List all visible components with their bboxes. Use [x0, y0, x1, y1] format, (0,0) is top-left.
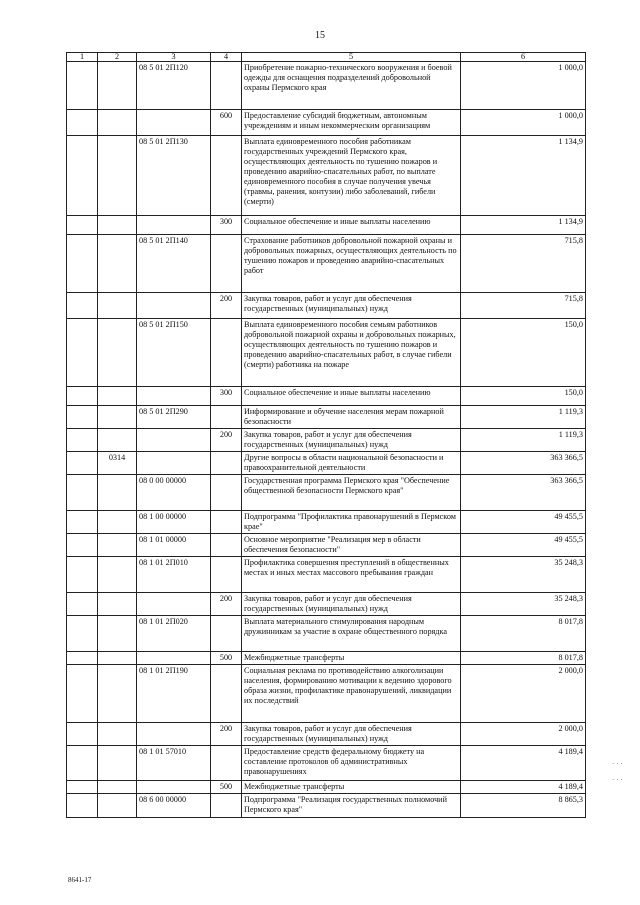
section-code: 0314	[98, 452, 137, 475]
item-name: Социальное обеспечение и иные выплаты населению	[242, 216, 461, 235]
expense-type-code: 300	[211, 387, 242, 406]
section-code	[98, 216, 137, 235]
table-row	[67, 110, 586, 136]
section-code	[98, 557, 137, 593]
table-row	[67, 475, 586, 511]
item-name: Межбюджетные трансферты	[242, 652, 461, 665]
section-code	[98, 511, 137, 534]
target-article-code	[137, 781, 211, 794]
target-article-code: 08 1 01 2П190	[137, 665, 211, 723]
table-row	[67, 387, 586, 406]
row-col1	[67, 319, 98, 387]
row-col1	[67, 293, 98, 319]
column-header-1: 1	[67, 53, 98, 62]
target-article-code: 08 6 00 00000	[137, 794, 211, 818]
item-name: Основное мероприятие "Реализация мер в области обеспечения безопасности"	[242, 534, 461, 557]
item-sum: 2 000,0	[461, 723, 586, 746]
target-article-code	[137, 216, 211, 235]
budget-table	[66, 52, 586, 818]
item-sum: 150,0	[461, 319, 586, 387]
page-number: 15	[315, 30, 325, 41]
row-col1	[67, 746, 98, 781]
expense-type-code	[211, 475, 242, 511]
section-code	[98, 319, 137, 387]
table-row	[67, 293, 586, 319]
section-code	[98, 475, 137, 511]
section-code	[98, 406, 137, 429]
item-sum: 715,8	[461, 235, 586, 293]
row-col1	[67, 475, 98, 511]
expense-type-code: 200	[211, 723, 242, 746]
table-row	[67, 235, 586, 293]
column-header-3: 3	[137, 53, 211, 62]
row-col1	[67, 593, 98, 616]
table-row	[67, 557, 586, 593]
table-row	[67, 723, 586, 746]
item-name: Информирование и обучение населения мерам пожарной безопасности	[242, 406, 461, 429]
item-sum: 8 017,8	[461, 616, 586, 652]
row-col1	[67, 110, 98, 136]
target-article-code: 08 5 01 2П120	[137, 62, 211, 110]
row-col1	[67, 665, 98, 723]
row-col1	[67, 429, 98, 452]
item-sum: 1 000,0	[461, 62, 586, 110]
item-sum: 4 189,4	[461, 746, 586, 781]
table-row	[67, 534, 586, 557]
section-code	[98, 593, 137, 616]
item-sum: 150,0	[461, 387, 586, 406]
item-name: Социальное обеспечение и иные выплаты населению	[242, 387, 461, 406]
item-sum: 715,8	[461, 293, 586, 319]
column-header-6: 6	[461, 53, 586, 62]
target-article-code	[137, 593, 211, 616]
expense-type-code	[211, 319, 242, 387]
row-col1	[67, 452, 98, 475]
item-sum: 8 865,3	[461, 794, 586, 818]
target-article-code	[137, 293, 211, 319]
table-row	[67, 746, 586, 781]
expense-type-code	[211, 136, 242, 216]
section-code	[98, 136, 137, 216]
row-col1	[67, 794, 98, 818]
item-name: Выплата единовременного пособия работникам государственных учреждений Пермского края, осуществляющих деятельность по тушению пожаров и проведению аварийно-спасательных работ, по выплате единовременного пособия в случае получения увечья (травмы, ранения, контузии) либо заболеваний, гибели (смерти)	[242, 136, 461, 216]
row-col1	[67, 387, 98, 406]
expense-type-code	[211, 746, 242, 781]
item-sum: 1 119,3	[461, 429, 586, 452]
table-row	[67, 216, 586, 235]
table-row	[67, 452, 586, 475]
target-article-code: 08 5 01 2П150	[137, 319, 211, 387]
expense-type-code: 200	[211, 429, 242, 452]
item-sum: 35 248,3	[461, 593, 586, 616]
row-col1	[67, 557, 98, 593]
item-name: Закупка товаров, работ и услуг для обеспечения государственных (муниципальных) нужд	[242, 723, 461, 746]
target-article-code: 08 1 01 00000	[137, 534, 211, 557]
item-name: Приобретение пожарно-технического вооружения и боевой одежды для оснащения подразделений добровольной охраны Пермского края	[242, 62, 461, 110]
section-code	[98, 781, 137, 794]
expense-type-code	[211, 794, 242, 818]
item-sum: 2 000,0	[461, 665, 586, 723]
table-row	[67, 429, 586, 452]
row-col1	[67, 534, 98, 557]
expense-type-code: 200	[211, 293, 242, 319]
expense-type-code	[211, 616, 242, 652]
expense-type-code	[211, 665, 242, 723]
item-name: Подпрограмма "Реализация государственных полномочий Пермского края"	[242, 794, 461, 818]
table-row	[67, 406, 586, 429]
row-col1	[67, 652, 98, 665]
target-article-code: 08 1 01 2П020	[137, 616, 211, 652]
section-code	[98, 794, 137, 818]
item-name: Выплата единовременного пособия семьям работников добровольной пожарной охраны и добровольных пожарных, осуществляющих деятельность по тушению пожаров и проведению аварийно-спасательных работ, в случае гибели (смерти) работника на пожаре	[242, 319, 461, 387]
table-row	[67, 136, 586, 216]
expense-type-code	[211, 452, 242, 475]
item-sum: 49 455,5	[461, 534, 586, 557]
table-body	[67, 62, 586, 818]
item-sum: 363 366,5	[461, 452, 586, 475]
item-sum: 1 134,9	[461, 136, 586, 216]
target-article-code	[137, 723, 211, 746]
expense-type-code: 500	[211, 781, 242, 794]
row-col1	[67, 216, 98, 235]
row-col1	[67, 62, 98, 110]
expense-type-code	[211, 534, 242, 557]
target-article-code: 08 1 00 00000	[137, 511, 211, 534]
target-article-code: 08 1 01 2П010	[137, 557, 211, 593]
section-code	[98, 534, 137, 557]
scan-edge-mark: · · ·	[612, 760, 623, 768]
target-article-code	[137, 452, 211, 475]
item-name: Страхование работников добровольной пожарной охраны и добровольных пожарных, осуществляющих деятельность по тушению пожаров и проведению аварийно-спасательных работ	[242, 235, 461, 293]
column-header-4: 4	[211, 53, 242, 62]
item-name: Закупка товаров, работ и услуг для обеспечения государственных (муниципальных) нужд	[242, 429, 461, 452]
expense-type-code: 200	[211, 593, 242, 616]
section-code	[98, 293, 137, 319]
section-code	[98, 387, 137, 406]
expense-type-code: 300	[211, 216, 242, 235]
table-row	[67, 794, 586, 818]
row-col1	[67, 511, 98, 534]
table-row	[67, 781, 586, 794]
expense-type-code	[211, 557, 242, 593]
item-name: Выплата материального стимулирования народным дружинникам за участие в охране общественного порядка	[242, 616, 461, 652]
target-article-code: 08 0 00 00000	[137, 475, 211, 511]
table-row	[67, 511, 586, 534]
item-name: Предоставление средств федеральному бюджету на составление протоколов об административных правонарушениях	[242, 746, 461, 781]
table-row	[67, 593, 586, 616]
expense-type-code	[211, 511, 242, 534]
target-article-code: 08 5 01 2П130	[137, 136, 211, 216]
table-row	[67, 652, 586, 665]
table-header-row	[67, 53, 586, 62]
scan-edge-mark: · · ·	[612, 776, 623, 784]
row-col1	[67, 616, 98, 652]
expense-type-code	[211, 406, 242, 429]
target-article-code	[137, 429, 211, 452]
item-name: Межбюджетные трансферты	[242, 781, 461, 794]
item-sum: 49 455,5	[461, 511, 586, 534]
target-article-code	[137, 110, 211, 136]
section-code	[98, 110, 137, 136]
item-name: Другие вопросы в области национальной безопасности и правоохранительной деятельности	[242, 452, 461, 475]
target-article-code: 08 5 01 2П290	[137, 406, 211, 429]
column-header-5: 5	[242, 53, 461, 62]
row-col1	[67, 781, 98, 794]
section-code	[98, 429, 137, 452]
item-sum: 1 134,9	[461, 216, 586, 235]
item-name: Государственная программа Пермского края "Обеспечение общественной безопасности Пермского края"	[242, 475, 461, 511]
expense-type-code: 500	[211, 652, 242, 665]
item-name: Подпрограмма "Профилактика правонарушений в Пермском крае"	[242, 511, 461, 534]
table-row	[67, 319, 586, 387]
table-row	[67, 616, 586, 652]
row-col1	[67, 235, 98, 293]
item-sum: 4 189,4	[461, 781, 586, 794]
item-sum: 1 000,0	[461, 110, 586, 136]
item-sum: 8 017,8	[461, 652, 586, 665]
item-sum: 1 119,3	[461, 406, 586, 429]
row-col1	[67, 136, 98, 216]
section-code	[98, 723, 137, 746]
row-col1	[67, 723, 98, 746]
target-article-code	[137, 387, 211, 406]
section-code	[98, 746, 137, 781]
item-name: Закупка товаров, работ и услуг для обеспечения государственных (муниципальных) нужд	[242, 293, 461, 319]
item-name: Закупка товаров, работ и услуг для обеспечения государственных (муниципальных) нужд	[242, 593, 461, 616]
expense-type-code: 600	[211, 110, 242, 136]
table-row	[67, 62, 586, 110]
section-code	[98, 665, 137, 723]
expense-type-code	[211, 235, 242, 293]
target-article-code: 08 1 01 57010	[137, 746, 211, 781]
item-name: Предоставление субсидий бюджетным, автономным учреждениям и иным некоммерческим организациям	[242, 110, 461, 136]
row-col1	[67, 406, 98, 429]
item-sum: 35 248,3	[461, 557, 586, 593]
section-code	[98, 616, 137, 652]
section-code	[98, 235, 137, 293]
item-sum: 363 366,5	[461, 475, 586, 511]
table-row	[67, 665, 586, 723]
item-name: Профилактика совершения преступлений в общественных местах и иных местах массового пребывания граждан	[242, 557, 461, 593]
target-article-code: 08 5 01 2П140	[137, 235, 211, 293]
target-article-code	[137, 652, 211, 665]
item-name: Социальная реклама по противодействию алкоголизации населения, формированию мотивации к ведению здорового образа жизни, профилактике правонарушений, ликвидации их последствий	[242, 665, 461, 723]
expense-type-code	[211, 62, 242, 110]
column-header-2: 2	[98, 53, 137, 62]
section-code	[98, 652, 137, 665]
section-code	[98, 62, 137, 110]
footer-code: 8641-17	[68, 876, 92, 884]
